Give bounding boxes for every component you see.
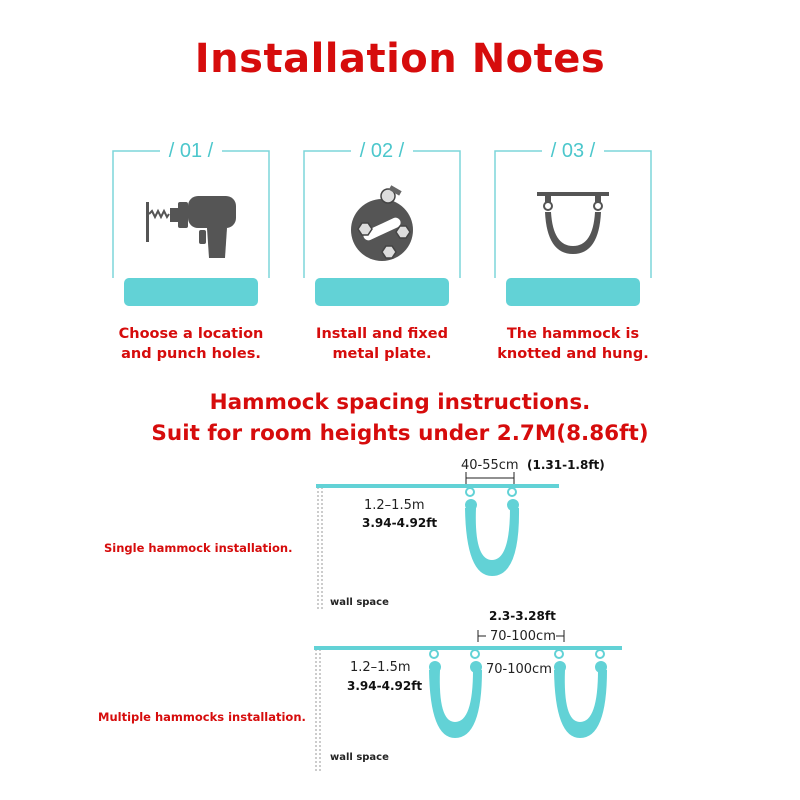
single-wall-space: wall space bbox=[330, 597, 389, 608]
multiple-installation-diagram bbox=[314, 609, 622, 772]
hammock-left bbox=[429, 650, 482, 738]
single-installation-diagram bbox=[316, 458, 605, 610]
single-hammock bbox=[465, 488, 519, 576]
ceiling-line bbox=[316, 484, 559, 488]
step-caption-3: The hammock is knotted and hung. bbox=[497, 326, 649, 362]
step-number: / 01 / bbox=[168, 140, 214, 162]
multiple-wall-imperial: 3.94-4.92ft bbox=[347, 679, 423, 693]
multiple-gap-metric-mid: 70-100cm bbox=[486, 662, 552, 677]
step-caption-2: Install and fixed metal plate. bbox=[316, 326, 448, 362]
page-title: Installation Notes bbox=[194, 36, 606, 82]
step-number: / 03 / bbox=[550, 140, 596, 162]
multiple-wall-metric: 1.2–1.5m bbox=[350, 660, 411, 675]
multiple-gap-imperial: 2.3-3.28ft bbox=[489, 609, 556, 623]
multiple-installation-label: Multiple hammocks installation. bbox=[98, 710, 306, 724]
spacing-heading: Hammock spacing instructions. bbox=[209, 390, 591, 415]
single-width-metric: 40-55cm bbox=[461, 458, 519, 473]
step-number: / 02 / bbox=[359, 140, 405, 162]
single-width-imperial: (1.31-1.8ft) bbox=[527, 458, 605, 472]
multiple-wall-space: wall space bbox=[330, 752, 389, 763]
multiple-gap-metric-top: 70-100cm bbox=[490, 629, 556, 644]
single-wall-metric: 1.2–1.5m bbox=[364, 498, 425, 513]
ceiling-line bbox=[314, 646, 622, 650]
spacing-subheading: Suit for room heights under 2.7M(8.86ft) bbox=[151, 421, 649, 446]
step-caption-1: Choose a location and punch holes. bbox=[118, 326, 264, 362]
hammock-right bbox=[554, 650, 607, 738]
single-installation-label: Single hammock installation. bbox=[104, 541, 293, 555]
single-wall-imperial: 3.94-4.92ft bbox=[362, 516, 438, 530]
